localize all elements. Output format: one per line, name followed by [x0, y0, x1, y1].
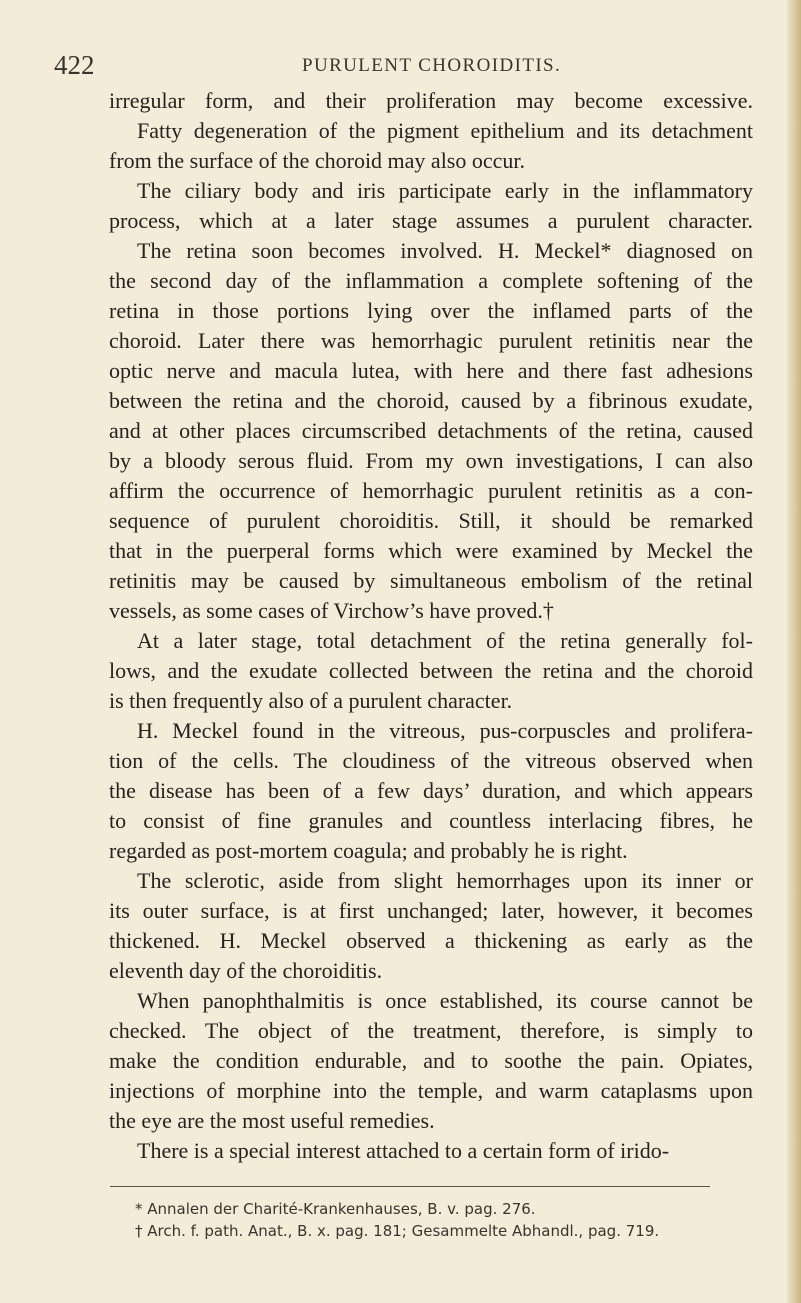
text-line: between the retina and the choroid, caused by a fibrinous exudate, [109, 388, 753, 413]
footnote: † Arch. f. path. Anat., B. x. pag. 181; Gesammelte Abhandl., pag. 719. [135, 1222, 660, 1240]
text-line: lows, and the exudate collected between the retina and the choroid [109, 658, 753, 683]
text-line: that in the puerperal forms which were examined by Meckel the [109, 538, 753, 563]
text-line: injections of morphine into the temple, and warm cataplasms upon [109, 1078, 753, 1103]
text-line: process, which at a later stage assumes a purulent character. [109, 208, 753, 233]
text-line: Fatty degeneration of the pigment epithelium and its detachment [137, 118, 753, 143]
page-header [0, 50, 801, 84]
text-line: At a later stage, total detachment of the retina generally fol- [137, 628, 753, 653]
footnote: * Annalen der Charité-Krankenhauses, B. v. pag. 276. [135, 1200, 536, 1218]
text-line: choroid. Later there was hemorrhagic purulent retinitis near the [109, 328, 753, 353]
page-number: 422 [54, 50, 95, 80]
text-line: is then frequently also of a purulent character. [109, 688, 513, 713]
text-line: and at other places circumscribed detachments of the retina, caused [109, 418, 753, 443]
text-line: the eye are the most useful remedies. [109, 1108, 435, 1133]
text-line: H. Meckel found in the vitreous, pus-corpuscles and prolifera- [137, 718, 753, 743]
text-line: make the condition endurable, and to soothe the pain. Opiates, [109, 1048, 753, 1073]
text-line: vessels, as some cases of Virchow’s have proved.† [109, 598, 554, 623]
text-line: affirm the occurrence of hemorrhagic purulent retinitis as a con- [109, 478, 753, 503]
text-line: eleventh day of the choroiditis. [109, 958, 383, 983]
text-line: regarded as post-mortem coagula; and probably he is right. [109, 838, 628, 863]
text-line: The ciliary body and iris participate early in the inflammatory [137, 178, 753, 203]
text-line: retinitis may be caused by simultaneous embolism of the retinal [109, 568, 753, 593]
text-line: the second day of the inflammation a complete softening of the [109, 268, 753, 293]
text-line: tion of the cells. The cloudiness of the vitreous observed when [109, 748, 753, 773]
text-line: When panophthalmitis is once established, its course cannot be [137, 988, 753, 1013]
text-line: The retina soon becomes involved. H. Meckel* diagnosed on [137, 238, 753, 263]
text-line: optic nerve and macula lutea, with here and there fast adhesions [109, 358, 753, 383]
text-line: by a bloody serous fluid. From my own investigations, I can also [109, 448, 753, 473]
running-title: PURULENT CHOROIDITIS. [302, 55, 562, 76]
text-line: sequence of purulent choroiditis. Still, it should be remarked [109, 508, 753, 533]
text-line: thickened. H. Meckel observed a thickening as early as the [109, 928, 753, 953]
text-line: irregular form, and their proliferation may become excessive. [109, 88, 753, 113]
text-line: There is a special interest attached to a certain form of irido- [137, 1138, 670, 1163]
text-line: retina in those portions lying over the inflamed parts of the [109, 298, 753, 323]
text-line: the disease has been of a few days’ duration, and which appears [109, 778, 753, 803]
text-line: checked. The object of the treatment, therefore, is simply to [109, 1018, 753, 1043]
text-line: to consist of fine granules and countless interlacing fibres, he [109, 808, 753, 833]
text-line: from the surface of the choroid may also occur. [109, 148, 526, 173]
text-line: its outer surface, is at first unchanged; later, however, it becomes [109, 898, 753, 923]
footnote-rule [110, 1186, 710, 1187]
text-line: The sclerotic, aside from slight hemorrhages upon its inner or [137, 868, 753, 893]
page-edge [787, 0, 801, 1303]
